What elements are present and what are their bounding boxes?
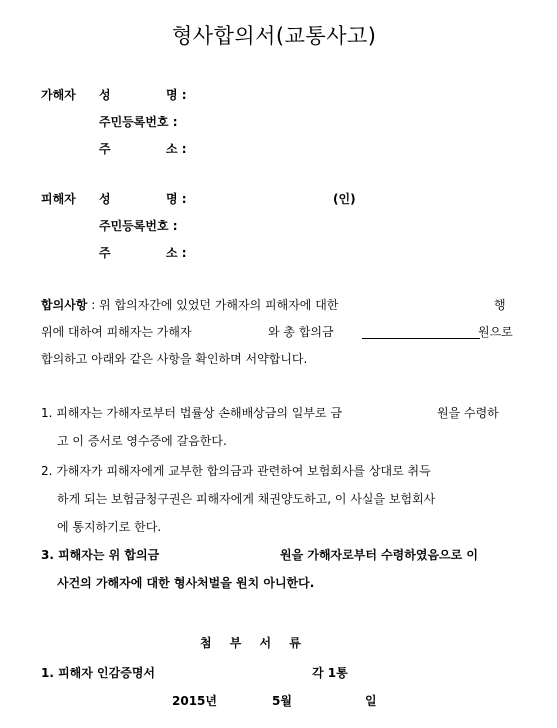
document-title: 형사합의서(교통사고): [172, 24, 377, 48]
attachments-heading: 첨 부 서 류: [200, 636, 301, 650]
term-2-line-3: 에 통지하기로 한다.: [57, 520, 162, 534]
term-1-line-1b: 원을 수령하: [437, 406, 499, 420]
date-year: 2015년: [172, 694, 217, 708]
term-3-line-1b: 원을 가해자로부터 수령하였음으로 이: [280, 548, 479, 562]
offender-addr-label-a: 주: [99, 142, 111, 156]
date-day: 일: [365, 694, 377, 708]
agreement-line-2b: 와 총 합의금: [268, 325, 334, 339]
term-2-line-2: 하게 되는 보험금청구권은 피해자에게 채권양도하고, 이 사실을 보험회사: [57, 492, 436, 506]
term-3-line-1a: 3. 피해자는 위 합의금: [41, 548, 160, 562]
term-1-line-2: 고 이 증서로 영수증에 갈음한다.: [57, 434, 227, 448]
victim-name-label-a: 성: [99, 192, 111, 206]
victim-name-label-b: 명 :: [166, 192, 187, 206]
victim-seal-mark: (인): [333, 192, 356, 206]
settlement-amount-blank: [362, 323, 480, 339]
agreement-line-3: 합의하고 아래와 같은 사항을 확인하며 서약합니다.: [41, 352, 308, 366]
term-2-line-1: 2. 가해자가 피해자에게 교부한 합의금과 관련하여 보험회사를 상대로 취득: [41, 464, 431, 478]
victim-rrn-label: 주민등록번호 :: [99, 219, 178, 233]
victim-label: 피해자: [41, 192, 76, 206]
agreement-line-1-text: : 위 합의자간에 있었던 가해자의 피해자에 대한: [91, 298, 339, 312]
offender-name-label-b: 명 :: [166, 88, 187, 102]
agreement-line-1: [41, 296, 338, 313]
date-month: 5월: [272, 694, 292, 708]
agreement-heading: 합의사항: [41, 298, 88, 312]
agreement-line-2a: 위에 대하여 피해자는 가해자: [41, 325, 192, 339]
offender-rrn-label: 주민등록번호 :: [99, 115, 178, 129]
attachment-item-1-qty: 각 1통: [312, 666, 348, 680]
attachment-item-1: 1. 피해자 인감증명서: [41, 666, 156, 680]
offender-name-label-a: 성: [99, 88, 111, 102]
agreement-line-1-end: 행: [494, 298, 506, 312]
agreement-line-2c: 원으로: [478, 325, 513, 339]
victim-addr-label-a: 주: [99, 246, 111, 260]
term-1-line-1a: 1. 피해자는 가해자로부터 법률상 손해배상금의 일부로 금: [41, 406, 342, 420]
offender-label: 가해자: [41, 88, 76, 102]
offender-addr-label-b: 소 :: [166, 142, 187, 156]
victim-addr-label-b: 소 :: [166, 246, 187, 260]
term-3-line-2: 사건의 가해자에 대한 형사처벌을 원치 아니한다.: [57, 576, 315, 590]
